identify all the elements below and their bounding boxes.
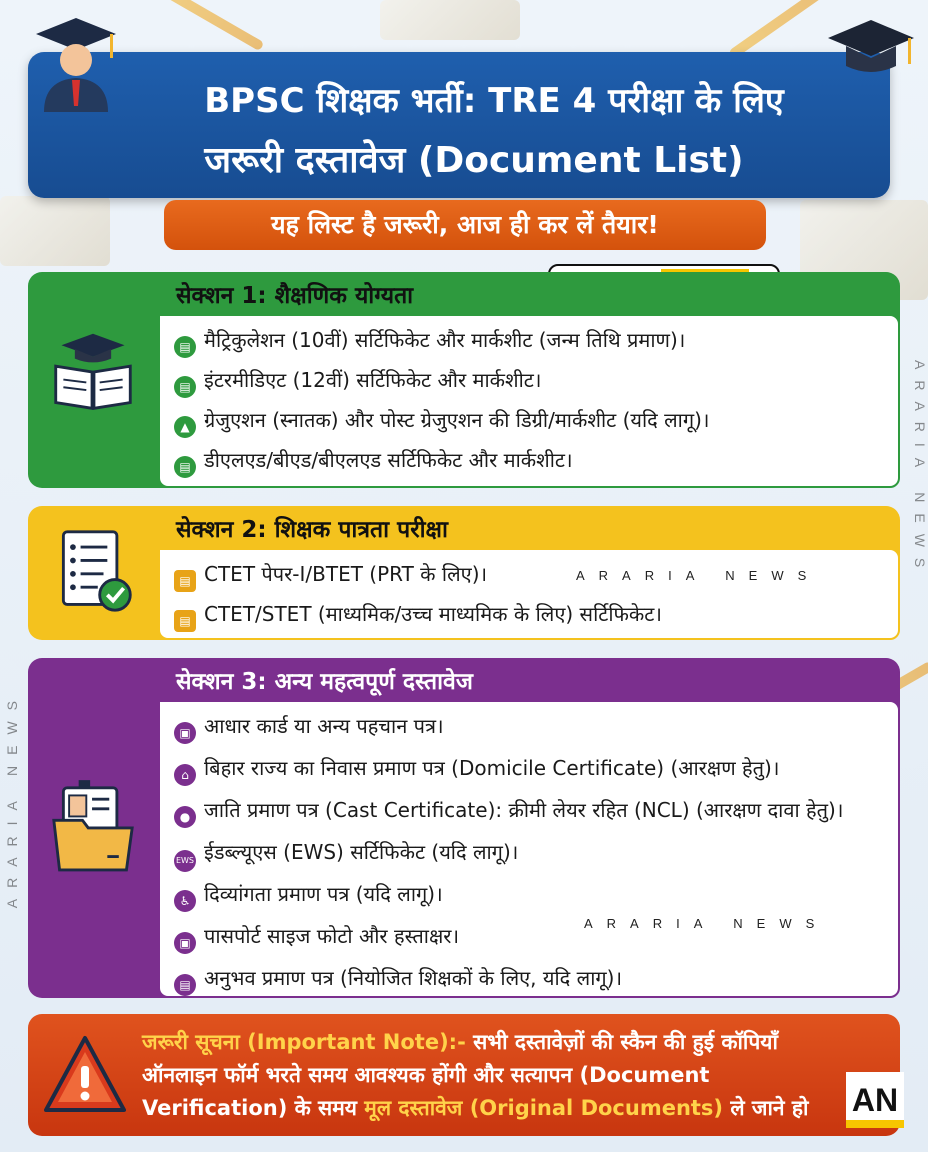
list-item (174, 406, 894, 438)
important-note-text (142, 1026, 836, 1125)
item-text: CTET पेपर-I/BTET (PRT के लिए)। (204, 562, 488, 586)
list-item (174, 964, 894, 996)
list-item (174, 754, 894, 786)
certificate-icon: ▤ (174, 376, 196, 398)
document-icon: ▤ (174, 570, 196, 592)
item-text: दिव्यांगता प्रमाण पत्र (यदि लागू)। (204, 882, 443, 906)
list-item (174, 712, 894, 744)
watermark-araria-news-vertical: ARARIA NEWS (912, 360, 928, 579)
item-text: पासपोर्ट साइज फोटो और हस्ताक्षर। (204, 924, 460, 948)
people-icon: ● (174, 806, 196, 828)
certificate-icon: ▤ (174, 974, 196, 996)
ews-icon: EWS (174, 850, 196, 872)
item-text: ग्रेजुएशन (स्नातक) और पोस्ट ग्रेजुएशन की डिग्री/मार्कशीट (यदि लागू)। (204, 408, 710, 432)
section-teacher-eligibility-test (28, 506, 900, 640)
item-text: जाति प्रमाण पत्र (Cast Certificate): क्रीमी लेयर रहित (NCL) (आरक्षण दावा हेतु)। (204, 798, 844, 822)
note-text-part2: ले जाने हो (723, 1096, 809, 1120)
document-icon: ▤ (174, 610, 196, 632)
item-text: इंटरमीडिएट (12वीं) सर्टिफिकेट और मार्कशीट। (204, 368, 542, 392)
item-text: CTET/STET (माध्यमिक/उच्च माध्यमिक के लिए) सर्टिफिकेट। (204, 602, 662, 626)
section-items-panel (158, 700, 900, 998)
list-item (174, 796, 894, 828)
list-item (174, 326, 894, 358)
list-item (174, 366, 894, 398)
list-item (174, 446, 894, 478)
graduate-teacher-icon (34, 16, 118, 112)
item-text: अनुभव प्रमाण पत्र (नियोजित शिक्षकों के लिए, यदि लागू)। (204, 966, 623, 990)
id-card-icon: ▣ (174, 722, 196, 744)
list-item (174, 880, 894, 912)
section-items-panel (158, 314, 900, 488)
list-item (174, 600, 894, 632)
watermark-araria-news-vertical: ARARIA NEWS (4, 690, 20, 909)
id-card-folder-icon (50, 778, 136, 874)
note-highlight: मूल दस्तावेज (Original Documents) (364, 1096, 724, 1120)
subtitle-banner: यह लिस्ट है जरूरी, आज ही कर लें तैयार! (164, 200, 766, 250)
list-item (174, 838, 894, 872)
important-note-banner (28, 1014, 900, 1136)
page-title-line2: जरूरी दस्तावेज (Document List) (204, 140, 744, 181)
araria-news-logo: AN (846, 1072, 904, 1128)
home-icon: ⌂ (174, 764, 196, 786)
warning-icon (44, 1034, 126, 1114)
certificate-icon: ▤ (174, 456, 196, 478)
item-text: ईडब्ल्यूएस (EWS) सर्टिफिकेट (यदि लागू)। (204, 840, 519, 864)
item-text: आधार कार्ड या अन्य पहचान पत्र। (204, 714, 444, 738)
note-text-part1: सभी दस्तावेज़ों की स्कैन की हुई कॉपियाँ ऑनलाइन फॉर्म भरते समय आवश्यक होंगी और सत्यापन (Document Verification) के समय (142, 1030, 778, 1120)
item-text: डीएलएड/बीएड/बीएलएड सर्टिफिकेट और मार्कशीट। (204, 448, 573, 472)
section-items-panel (158, 548, 900, 640)
background-book-decoration (380, 0, 520, 40)
item-text: बिहार राज्य का निवास प्रमाण पत्र (Domicile Certificate) (आरक्षण हेतु)। (204, 756, 780, 780)
section-title: सेक्शन 3: अन्य महत्वपूर्ण दस्तावेज (158, 658, 580, 700)
item-text: मैट्रिकुलेशन (10वीं) सर्टिफिकेट और मार्कशीट (जन्म तिथि प्रमाण)। (204, 328, 686, 352)
graduation-cap-small-icon: ▲ (174, 416, 196, 438)
wheelchair-icon: ♿ (174, 890, 196, 912)
section-educational-qualification (28, 272, 900, 488)
checklist-document-icon (50, 526, 136, 616)
certificate-icon: ▤ (174, 336, 196, 358)
watermark-araria-news: ARARIA NEWS (576, 568, 821, 583)
section-title: सेक्शन 2: शिक्षक पात्रता परीक्षा (158, 506, 550, 548)
open-book-graduation-cap-icon (50, 328, 136, 414)
page-title-line1: BPSC शिक्षक भर्ती: TRE 4 परीक्षा के लिए (204, 81, 784, 121)
section-title: सेक्शन 1: शैक्षणिक योग्यता (158, 272, 530, 314)
background-book-decoration (0, 196, 110, 266)
background-pencil-decoration (156, 0, 265, 51)
portrait-photo-icon: ▣ (174, 932, 196, 954)
section-other-important-documents (28, 658, 900, 998)
watermark-araria-news: ARARIA NEWS (584, 916, 829, 931)
graduation-cap-icon (826, 16, 916, 86)
title-banner (28, 52, 890, 198)
background-pencil-decoration (728, 0, 832, 60)
note-label: जरूरी सूचना (Important Note):- (142, 1030, 466, 1054)
